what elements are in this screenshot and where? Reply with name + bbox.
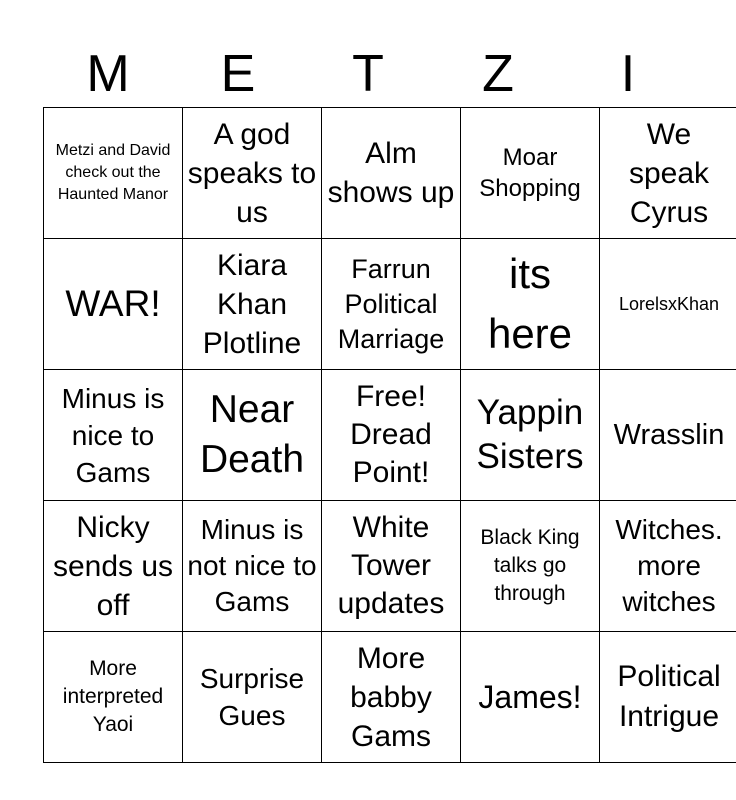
bingo-cell[interactable]: Witches. more witches <box>600 501 736 632</box>
bingo-cell[interactable]: Near Death <box>183 370 322 501</box>
bingo-cell[interactable]: Wrasslin <box>600 370 736 501</box>
bingo-cell[interactable]: Metzi and David check out the Haunted Manor <box>44 108 183 239</box>
header-letter: E <box>220 45 256 103</box>
header-letter: M <box>86 45 130 103</box>
bingo-header <box>43 44 693 104</box>
bingo-board <box>43 107 736 763</box>
bingo-cell[interactable]: More interpreted Yaoi <box>44 632 183 763</box>
board-row <box>44 108 736 239</box>
bingo-cell[interactable]: Political Intrigue <box>600 632 736 763</box>
bingo-cell[interactable]: Moar Shopping <box>461 108 600 239</box>
header-letter: I <box>620 45 636 103</box>
bingo-cell[interactable]: Alm shows up <box>322 108 461 239</box>
bingo-cell[interactable]: Nicky sends us off <box>44 501 183 632</box>
bingo-cell[interactable]: Kiara Khan Plotline <box>183 239 322 370</box>
bingo-cell[interactable]: Yappin Sisters <box>461 370 600 501</box>
bingo-cell[interactable]: More babby Gams <box>322 632 461 763</box>
board-row <box>44 501 736 632</box>
bingo-cell[interactable]: Black King talks go through <box>461 501 600 632</box>
bingo-cell[interactable]: A god speaks to us <box>183 108 322 239</box>
bingo-cell[interactable]: Minus is nice to Gams <box>44 370 183 501</box>
bingo-cell[interactable]: its here <box>461 239 600 370</box>
bingo-cell[interactable]: James! <box>461 632 600 763</box>
board-row <box>44 239 736 370</box>
bingo-cell[interactable]: Minus is not nice to Gams <box>183 501 322 632</box>
bingo-cell[interactable]: Surprise Gues <box>183 632 322 763</box>
board-row <box>44 370 736 501</box>
bingo-cell[interactable]: We speak Cyrus <box>600 108 736 239</box>
bingo-cell[interactable]: LorelsxKhan <box>600 239 736 370</box>
bingo-cell[interactable]: Farrun Political Marriage <box>322 239 461 370</box>
header-letter: Z <box>482 45 514 103</box>
header-letter: T <box>352 45 384 103</box>
bingo-cell[interactable]: White Tower updates <box>322 501 461 632</box>
bingo-cell[interactable]: WAR! <box>44 239 183 370</box>
bingo-cell[interactable]: Free! Dread Point! <box>322 370 461 501</box>
board-row <box>44 632 736 763</box>
